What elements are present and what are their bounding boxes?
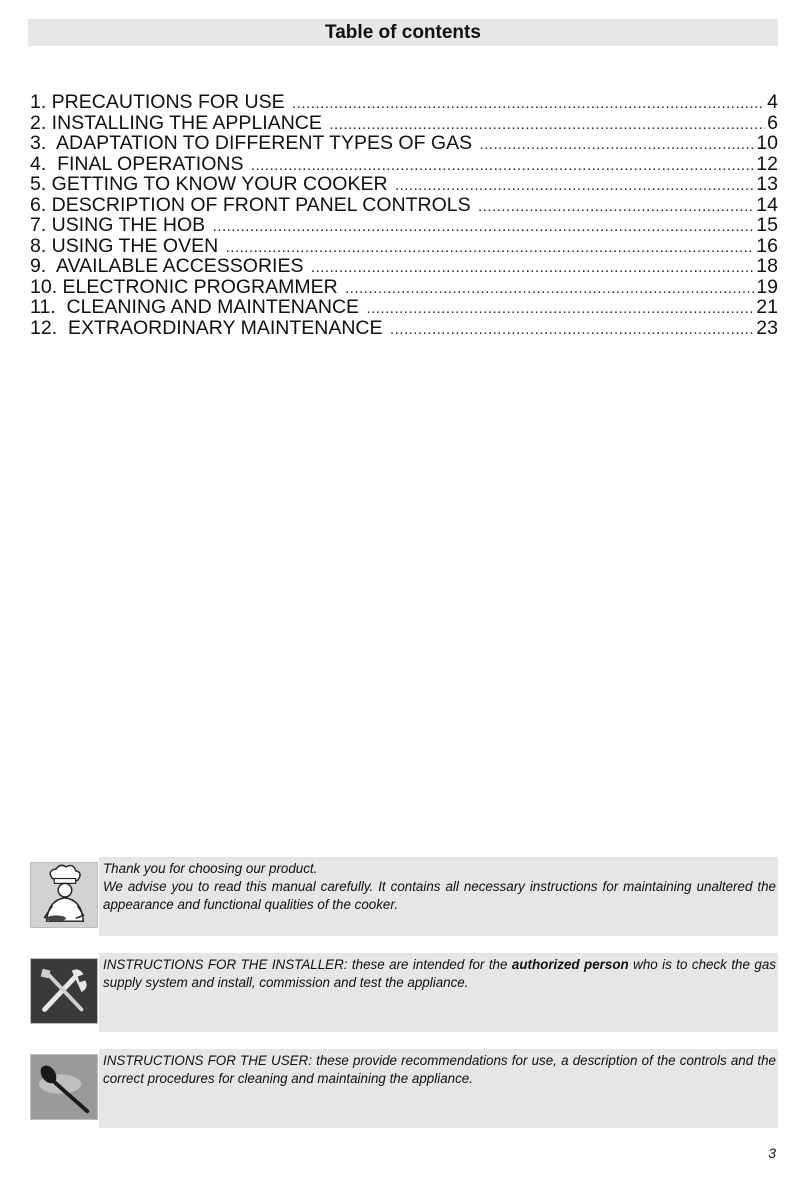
toc-entry-final-operations[interactable] [30, 154, 778, 175]
toc-entry-page: 18 [756, 255, 778, 277]
toc-entry-label: 10. ELECTRONIC PROGRAMMER [30, 275, 344, 298]
toc-entry-page: 16 [756, 234, 778, 257]
toc-entry-page: 4 [767, 91, 778, 113]
note-user-paragraph: INSTRUCTIONS FOR THE USER: these provide recommendations for use, a description of the controls and the correct procedures for cleaning and maintaining the appliance. [103, 1053, 776, 1086]
toc-entry-page: 10 [756, 132, 778, 154]
toc-entry-using-oven[interactable] [30, 236, 778, 257]
toc-entry-label: 12. EXTRAORDINARY MAINTENANCE [30, 316, 388, 339]
toc-leader-dots [292, 94, 765, 115]
toc-entry-label: 9. AVAILABLE ACCESSORIES [30, 255, 309, 277]
toc-leader-dots [366, 299, 754, 320]
toc-entry-label: 7. USING THE HOB [30, 214, 211, 236]
note-installer [30, 953, 778, 1032]
toc-entry-accessories[interactable] [30, 256, 778, 277]
chef-icon [30, 862, 98, 928]
toc-entry-page: 14 [756, 193, 778, 216]
toc-entry-label: 8. USING THE OVEN [30, 234, 224, 257]
note-thanks-line1: Thank you for choosing our product. [103, 861, 318, 876]
toc-entry-label: 3. ADAPTATION TO DIFFERENT TYPES OF GAS [30, 132, 478, 154]
toc-entry-label: 4. FINAL OPERATIONS [30, 152, 249, 175]
toc-entry-label: 5. GETTING TO KNOW YOUR COOKER [30, 173, 393, 195]
toc-entry-page: 15 [756, 214, 778, 236]
toc-entry-page: 19 [756, 275, 778, 298]
note-user [30, 1049, 778, 1128]
toc-entry-installing[interactable] [30, 113, 778, 134]
tools-icon [30, 958, 98, 1024]
note-installer-text [99, 953, 778, 1032]
toc-entry-label: 2. INSTALLING THE APPLIANCE [30, 111, 328, 134]
note-user-text [99, 1049, 778, 1128]
toc-entry-programmer[interactable] [30, 277, 778, 298]
toc-entry-getting-to-know[interactable] [30, 174, 778, 195]
toc-entry-precautions[interactable] [30, 92, 778, 113]
toc-entry-cleaning[interactable] [30, 297, 778, 318]
toc-entry-gas-adaptation[interactable] [30, 133, 778, 154]
toc-entry-page: 12 [756, 152, 778, 175]
note-installer-prefix: INSTRUCTIONS FOR THE INSTALLER: these are intended for the [103, 957, 512, 972]
toc-entry-page: 23 [756, 316, 778, 339]
toc-entry-page: 21 [756, 296, 778, 318]
toc-entry-page: 6 [767, 111, 778, 134]
note-thanks-line2: We advise you to read this manual carefully. It contains all necessary instructions for maintaining unaltered the appearance and functional qualities of the cooker. [103, 879, 776, 912]
note-thanks [30, 857, 778, 936]
toc-entry-label: 6. DESCRIPTION OF FRONT PANEL CONTROLS [30, 193, 477, 216]
note-thanks-text [99, 857, 778, 936]
toc-entry-label: 11. CLEANING AND MAINTENANCE [30, 296, 365, 318]
toc-entry-extraordinary[interactable] [30, 318, 778, 339]
toc-entry-using-hob[interactable] [30, 215, 778, 236]
note-installer-suffix: who is to check the gas supply system and install, commission and test the appliance. [103, 957, 776, 990]
toc-leader-dots [311, 258, 754, 279]
toc-leader-dots [213, 217, 755, 238]
toc-entry-front-panel[interactable] [30, 195, 778, 216]
toc-leader-dots [345, 279, 754, 300]
toc-leader-dots [480, 135, 755, 156]
toc-entry-page: 13 [756, 173, 778, 195]
note-installer-emphasis: authorized person [511, 957, 629, 972]
toc-leader-dots [390, 320, 754, 341]
spoon-icon [30, 1054, 98, 1120]
table-of-contents [30, 92, 778, 338]
note-installer-paragraph [103, 956, 776, 992]
page-number: 3 [768, 1145, 776, 1161]
toc-entry-label: 1. PRECAUTIONS FOR USE [30, 91, 291, 113]
toc-leader-dots [478, 197, 754, 218]
page-title: Table of contents [28, 19, 778, 46]
